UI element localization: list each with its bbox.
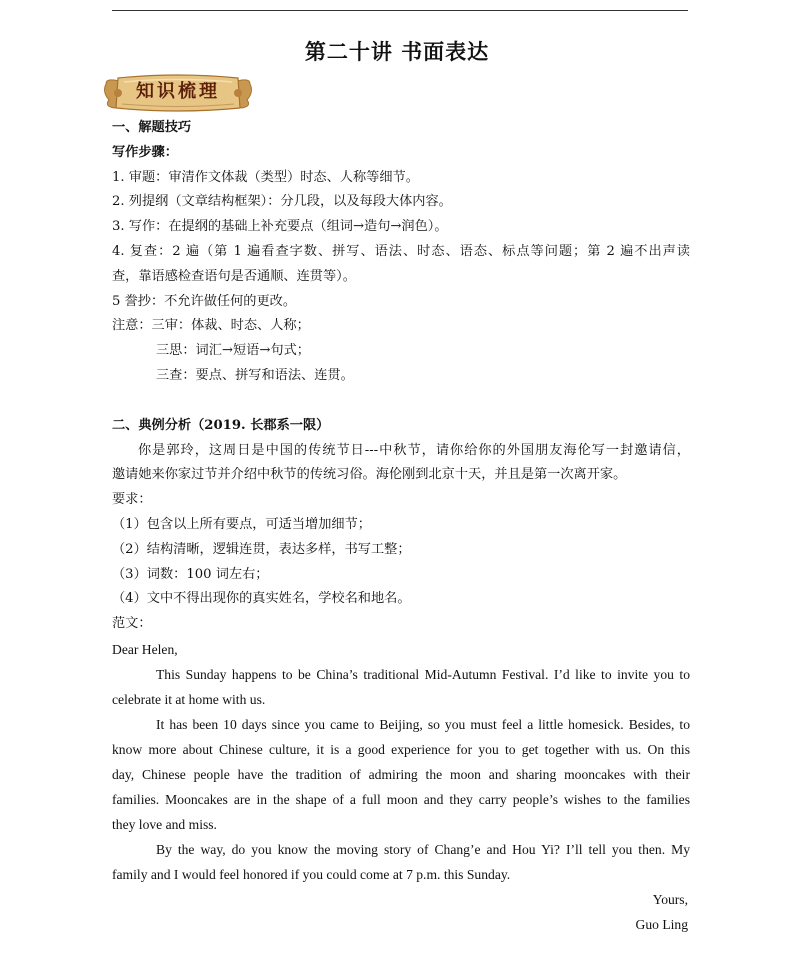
note-1: 注意：三审：体裁、时态、人称； [112,318,310,334]
section-gap [112,389,690,414]
letter-signature: Guo Ling [635,916,688,932]
step-1: 1. 审题：审清作文体裁（类型）时态、人称等细节。 [112,169,419,185]
step-3: 3. 写作：在提纲的基础上补充要点（组词→造句→润色）。 [112,219,448,235]
document-body [112,116,690,937]
step-2: 2. 列提纲（文章结构框架）：分几段，以及每段大体内容。 [112,194,452,210]
step-4-line-2: 查，靠语感检查语句是否通顺、连贯等）。 [112,268,356,284]
letter-line-2: celebrate it at home with us. [112,691,266,707]
letter-closing: Yours, [652,891,688,907]
section1-subheading: 写作步骤： [112,144,178,160]
page-title: 第二十讲 书面表达 [304,39,490,64]
step-5: 5 誊抄：不允许做任何的更改。 [112,293,297,309]
prompt-line-1: 你是郭玲，这周日是中国的传统节日---中秋节，请你给你的外国朋友海伦写一封邀请信， [138,442,690,458]
letter-line-4: know more about Chinese culture, it is a good experience for you to get together with us. On this [112,741,690,757]
note-3: 三查：要点、拼写和语法、连贯。 [156,367,354,383]
prompt-line-2: 邀请她来你家过节并介绍中秋节的传统习俗。海伦刚到北京十天，并且是第一次离开家。 [112,467,627,483]
note-2: 三思：词汇→短语→句式； [156,343,310,359]
letter-line-8: By the way, do you know the moving story of Chang’e and Hou Yi? I’ll tell you then. My [156,841,690,857]
letter-line-1: This Sunday happens to be China’s traditional Mid-Autumn Festival. I’d like to invite you to [156,666,690,682]
letter-line-9: family and I would feel honored if you could come at 7 p.m. this Sunday. [112,866,511,882]
letter-line-3: It has been 10 days since you came to Beijing, so you must feel a little homesick. Besides, to [156,716,690,732]
section-banner [100,70,256,116]
step-4-line-1: 4. 复查：2 遍（第 1 遍看查字数、拼写、语法、时态、语态、标点等问题；第 2 遍不出声读 [112,243,690,259]
banner-label: 知识梳理 [136,81,220,102]
sample-label: 范文： [112,616,152,632]
header-rule [112,10,688,11]
requirement-4: （4）文中不得出现你的真实姓名，学校名和地名。 [112,591,411,607]
letter-line-7: they love and miss. [112,816,217,832]
letter-line-6: families. Mooncakes are in the shape of a full moon and they carry people’s wishes to the families [112,791,690,807]
letter-line-5: day, Chinese people have the tradition of admiring the moon and sharing mooncakes with their [112,766,690,782]
requirements-label: 要求： [112,492,152,508]
section1-heading: 一、解题技巧 [112,120,192,135]
requirement-3: （3）词数：100 词左右； [112,566,269,582]
letter-greeting: Dear Helen, [112,641,178,657]
requirement-2: （2）结构清晰，逻辑连贯，表达多样，书写工整； [112,541,411,557]
requirement-1: （1）包含以上所有要点，可适当增加细节； [112,516,371,532]
section2-heading: 二、典例分析（2019. 长郡系一限） [112,417,330,433]
